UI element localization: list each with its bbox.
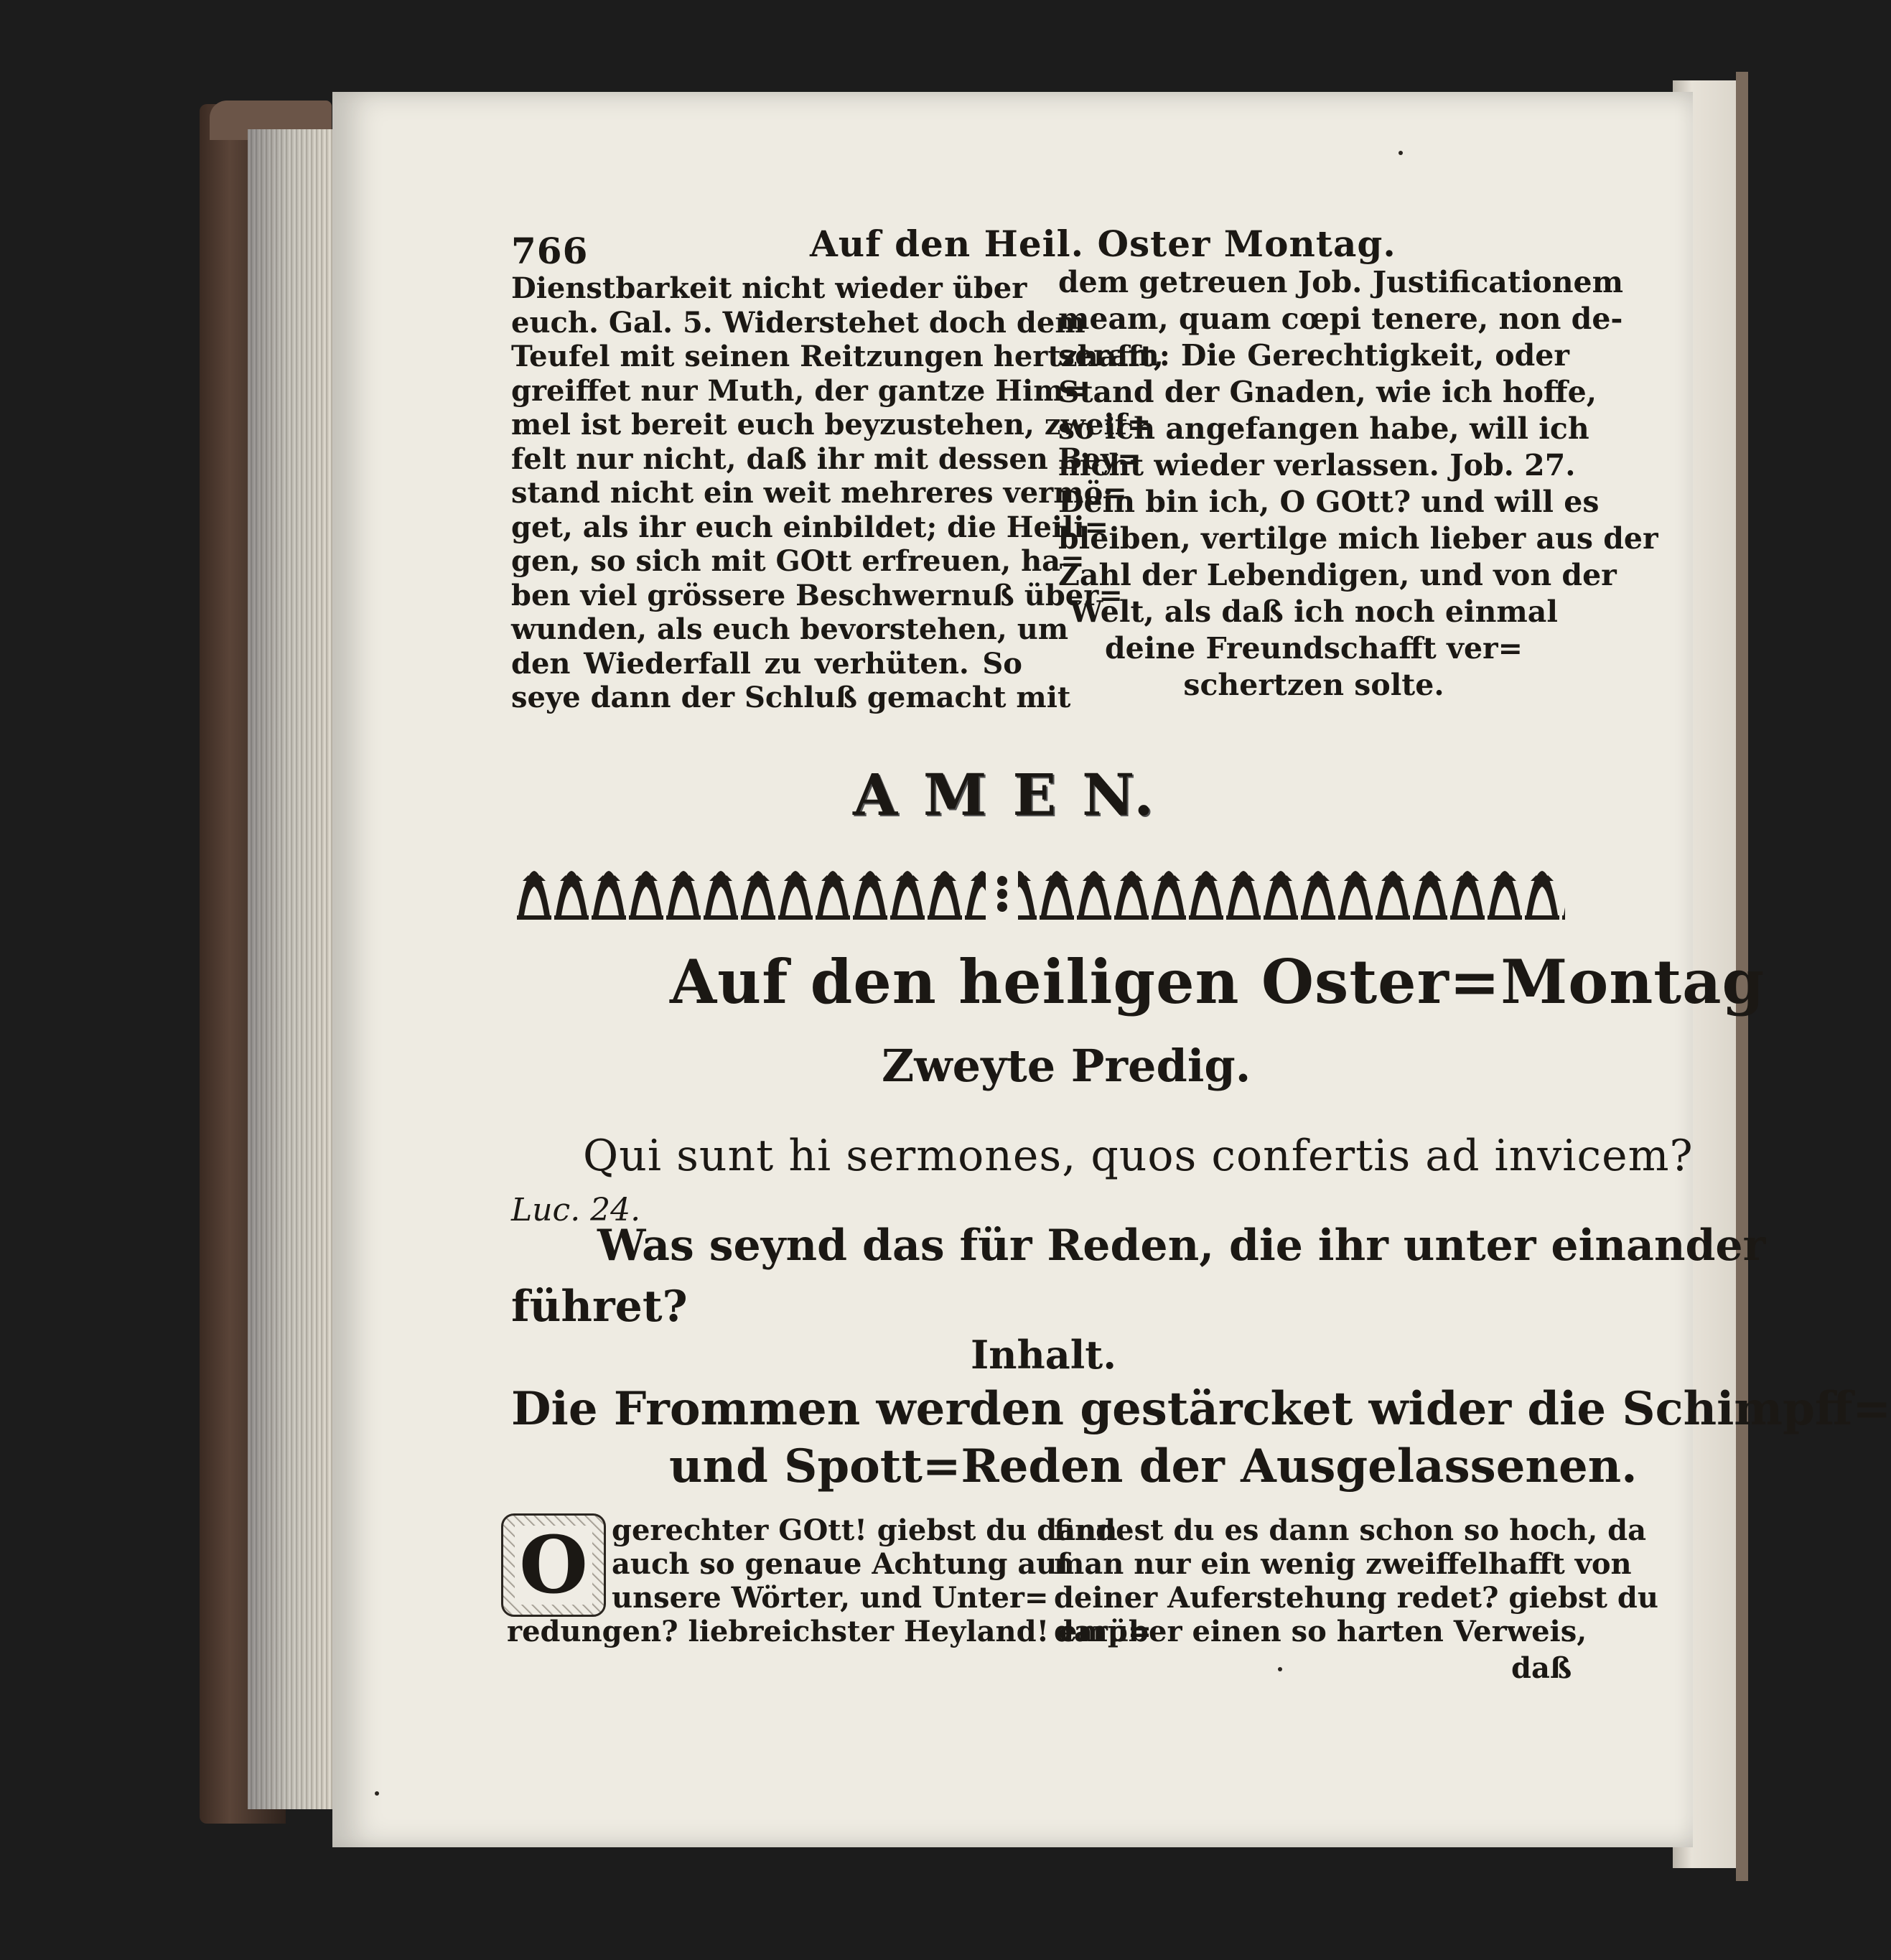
paper-speck	[375, 1791, 379, 1796]
text-line: den Wiederfall zu verhüten. So	[511, 646, 1022, 681]
text-line: Teufel mit seinen Reitzungen hertzhafft,	[511, 340, 1164, 373]
text-line: man nur ein wenig zweiffelhafft von	[1054, 1547, 1632, 1581]
text-line: gerechter GOtt! giebst du dann	[612, 1513, 1118, 1547]
text-line: schertzen solte.	[1183, 668, 1444, 702]
text-line: Dienstbarkeit nicht wieder über	[511, 271, 1027, 305]
text-line: greiffet nur Muth, der gantze Him=	[511, 373, 1088, 408]
text-line: bleiben, vertilge mich lieber aus der	[1058, 521, 1658, 556]
text-line: Zahl der Lebendigen, und von der	[1058, 558, 1617, 592]
text-line: gen, so sich mit GOtt erfreuen, ha=	[511, 544, 1085, 578]
page-edges-shadow	[248, 129, 332, 1809]
contents-label: Inhalt.	[971, 1332, 1117, 1378]
german-quote-line: Was seynd das für Reden, die ihr unter einander	[597, 1221, 1766, 1271]
text-line: Welt, als daß ich noch einmal	[1070, 594, 1558, 629]
text-line: darüber einen so harten Verweis,	[1054, 1615, 1587, 1648]
text-line: deiner Auferstehung redet? giebst du	[1054, 1581, 1658, 1615]
ornamental-divider	[515, 865, 1565, 921]
text-line: nicht wieder verlassen. Job. 27.	[1058, 448, 1576, 482]
text-line: ben viel grössere Beschwernuß über=	[511, 578, 1123, 612]
paper-speck	[1278, 1667, 1282, 1671]
text-line: Stand der Gnaden, wie ich hoffe,	[1058, 375, 1597, 409]
running-title: Auf den Heil. Oster Montag.	[810, 223, 1396, 265]
text-line: felt nur nicht, daß ihr mit dessen Bey=	[511, 442, 1141, 476]
text-line: deine Freundschafft ver=	[1104, 631, 1523, 666]
summary-line: und Spott=Reden der Ausgelassenen.	[669, 1439, 1638, 1493]
left-text-column	[511, 271, 1164, 715]
right-text-column	[1058, 264, 1658, 704]
text-line: wunden, als euch bevorstehen, um	[511, 612, 1069, 646]
body-left-column-last	[507, 1615, 1152, 1648]
text-line: Dein bin ich, O GOtt? und will es	[1058, 485, 1600, 519]
text-line: redungen? liebreichster Heyland! emp=	[507, 1615, 1152, 1648]
text-line: unsere Wörter, und Unter=	[612, 1581, 1049, 1615]
decorative-initial	[501, 1513, 606, 1617]
scripture-reference: Luc. 24.	[511, 1192, 641, 1228]
initial-letter: O	[515, 1526, 592, 1605]
body-right-column	[1054, 1513, 1658, 1648]
text-line: findest du es dann schon so hoch, da	[1054, 1513, 1647, 1547]
german-quote-line: führet?	[511, 1282, 688, 1332]
catchword: daß	[1511, 1651, 1572, 1685]
amen-heading: A M E N.	[853, 761, 1157, 829]
page-number: 766	[511, 230, 589, 272]
body-left-column	[612, 1513, 1118, 1615]
text-line: meam, quam cœpi tenere, non de-	[1058, 302, 1623, 336]
text-line: stand nicht ein weit mehreres vermö=	[511, 476, 1127, 510]
text-line: euch. Gal. 5. Widerstehet doch dem	[511, 305, 1085, 340]
text-line: mel ist bereit euch beyzustehen, zweif=	[511, 408, 1152, 442]
latin-quote: Qui sunt hi sermones, quos confertis ad invicem?	[583, 1131, 1694, 1181]
text-line: seram: Die Gerechtigkeit, oder	[1058, 338, 1569, 373]
text-line: so ich angefangen habe, will ich	[1058, 411, 1589, 446]
text-line: seye dann der Schluß gemacht mit	[511, 681, 1071, 714]
summary-line: Die Frommen werden gestärcket wider die Schimpff=	[511, 1382, 1891, 1436]
text-line: dem getreuen Job. Justificationem	[1058, 265, 1624, 299]
text-line: auch so genaue Achtung auf	[612, 1547, 1070, 1581]
paper-speck	[1399, 151, 1403, 155]
sermon-title: Auf den heiligen Oster=Montag	[670, 946, 1765, 1017]
sermon-subtitle: Zweyte Predig.	[882, 1040, 1251, 1092]
text-line: get, als ihr euch einbildet; die Heili=	[511, 510, 1109, 544]
